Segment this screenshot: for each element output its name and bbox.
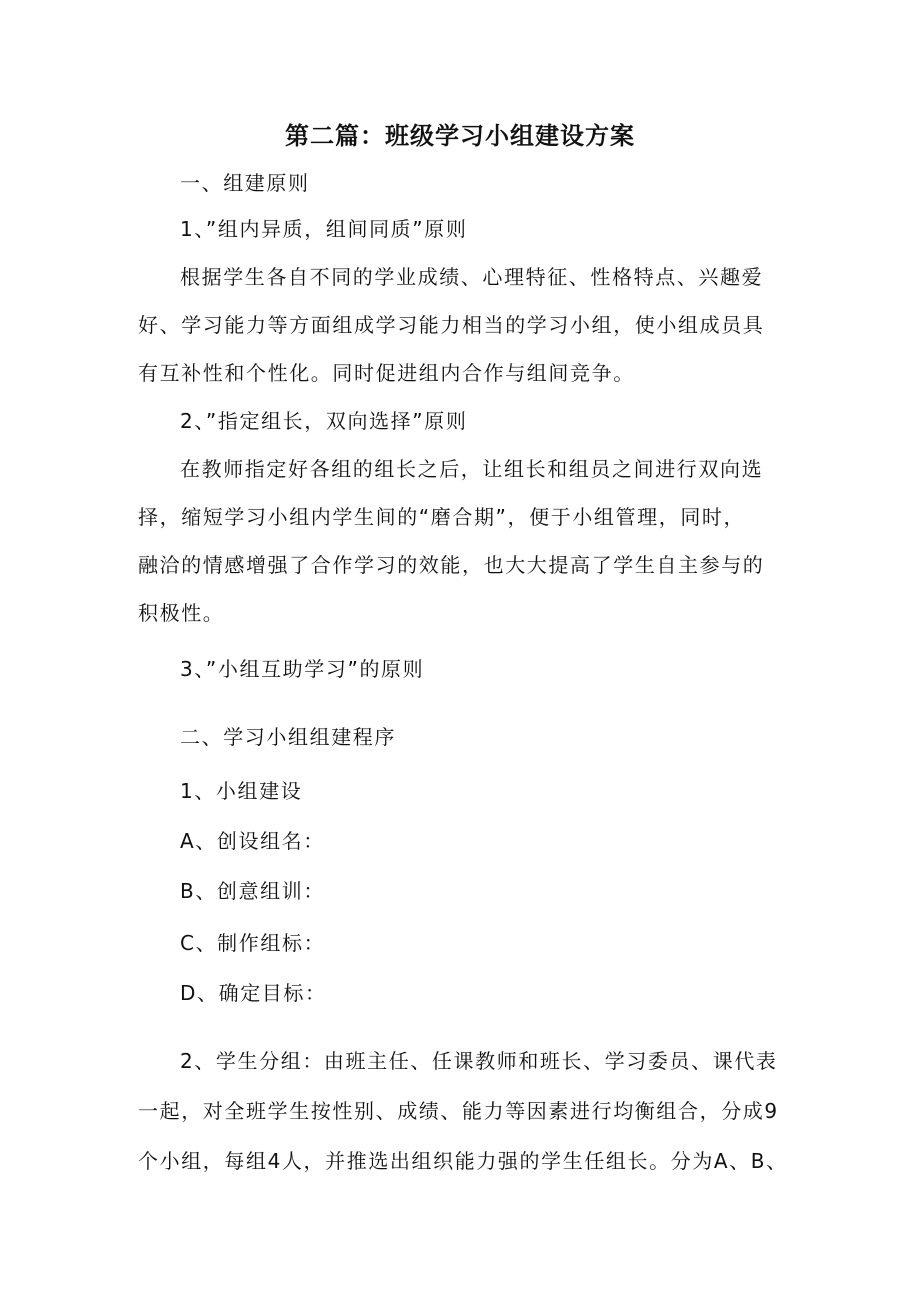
principle-1-heading: 1、”组内异质，组间同质”原则	[180, 217, 468, 241]
section-heading-procedure: 二、学习小组组建程序	[180, 725, 396, 749]
section-heading-principles: 一、组建原则	[180, 171, 310, 195]
principle-3-heading: 3、”小组互助学习”的原则	[180, 657, 425, 681]
document-title: 第二篇：班级学习小组建设方案	[285, 122, 635, 150]
list-item: C、制作组标：	[180, 931, 326, 955]
paragraph-line: 个小组，每组4人，并推选出组织能力强的学生任组长。分为A、B、	[138, 1149, 788, 1173]
principle-2-heading: 2、”指定组长，双向选择”原则	[180, 409, 468, 433]
paragraph-line: 择，缩短学习小组内学生间的“磨合期”，便于小组管理，同时，	[138, 505, 746, 529]
list-item: A、创设组名：	[180, 829, 325, 853]
paragraph-line: 根据学生各自不同的学业成绩、心理特征、性格特点、兴趣爱	[180, 265, 764, 289]
subsection-heading-group-building: 1、小组建设	[180, 779, 303, 803]
paragraph-line: 好、学习能力等方面组成学习能力相当的学习小组，使小组成员具	[138, 313, 765, 337]
paragraph-line: 2、学生分组：由班主任、任课教师和班长、学习委员、课代表	[180, 1049, 778, 1073]
paragraph-line: 融洽的情感增强了合作学习的效能，也大大提高了学生自主参与的	[138, 553, 765, 577]
paragraph-line: 在教师指定好各组的组长之后，让组长和组员之间进行双向选	[180, 457, 764, 481]
list-item: B、创意组训：	[180, 879, 325, 903]
paragraph-line: 积极性。	[138, 601, 225, 625]
paragraph-line: 有互补性和个性化。同时促进组内合作与组间竞争。	[138, 361, 635, 385]
list-item: D、确定目标：	[180, 981, 327, 1005]
paragraph-line: 一起，对全班学生按性别、成绩、能力等因素进行均衡组合，分成9	[138, 1099, 779, 1123]
